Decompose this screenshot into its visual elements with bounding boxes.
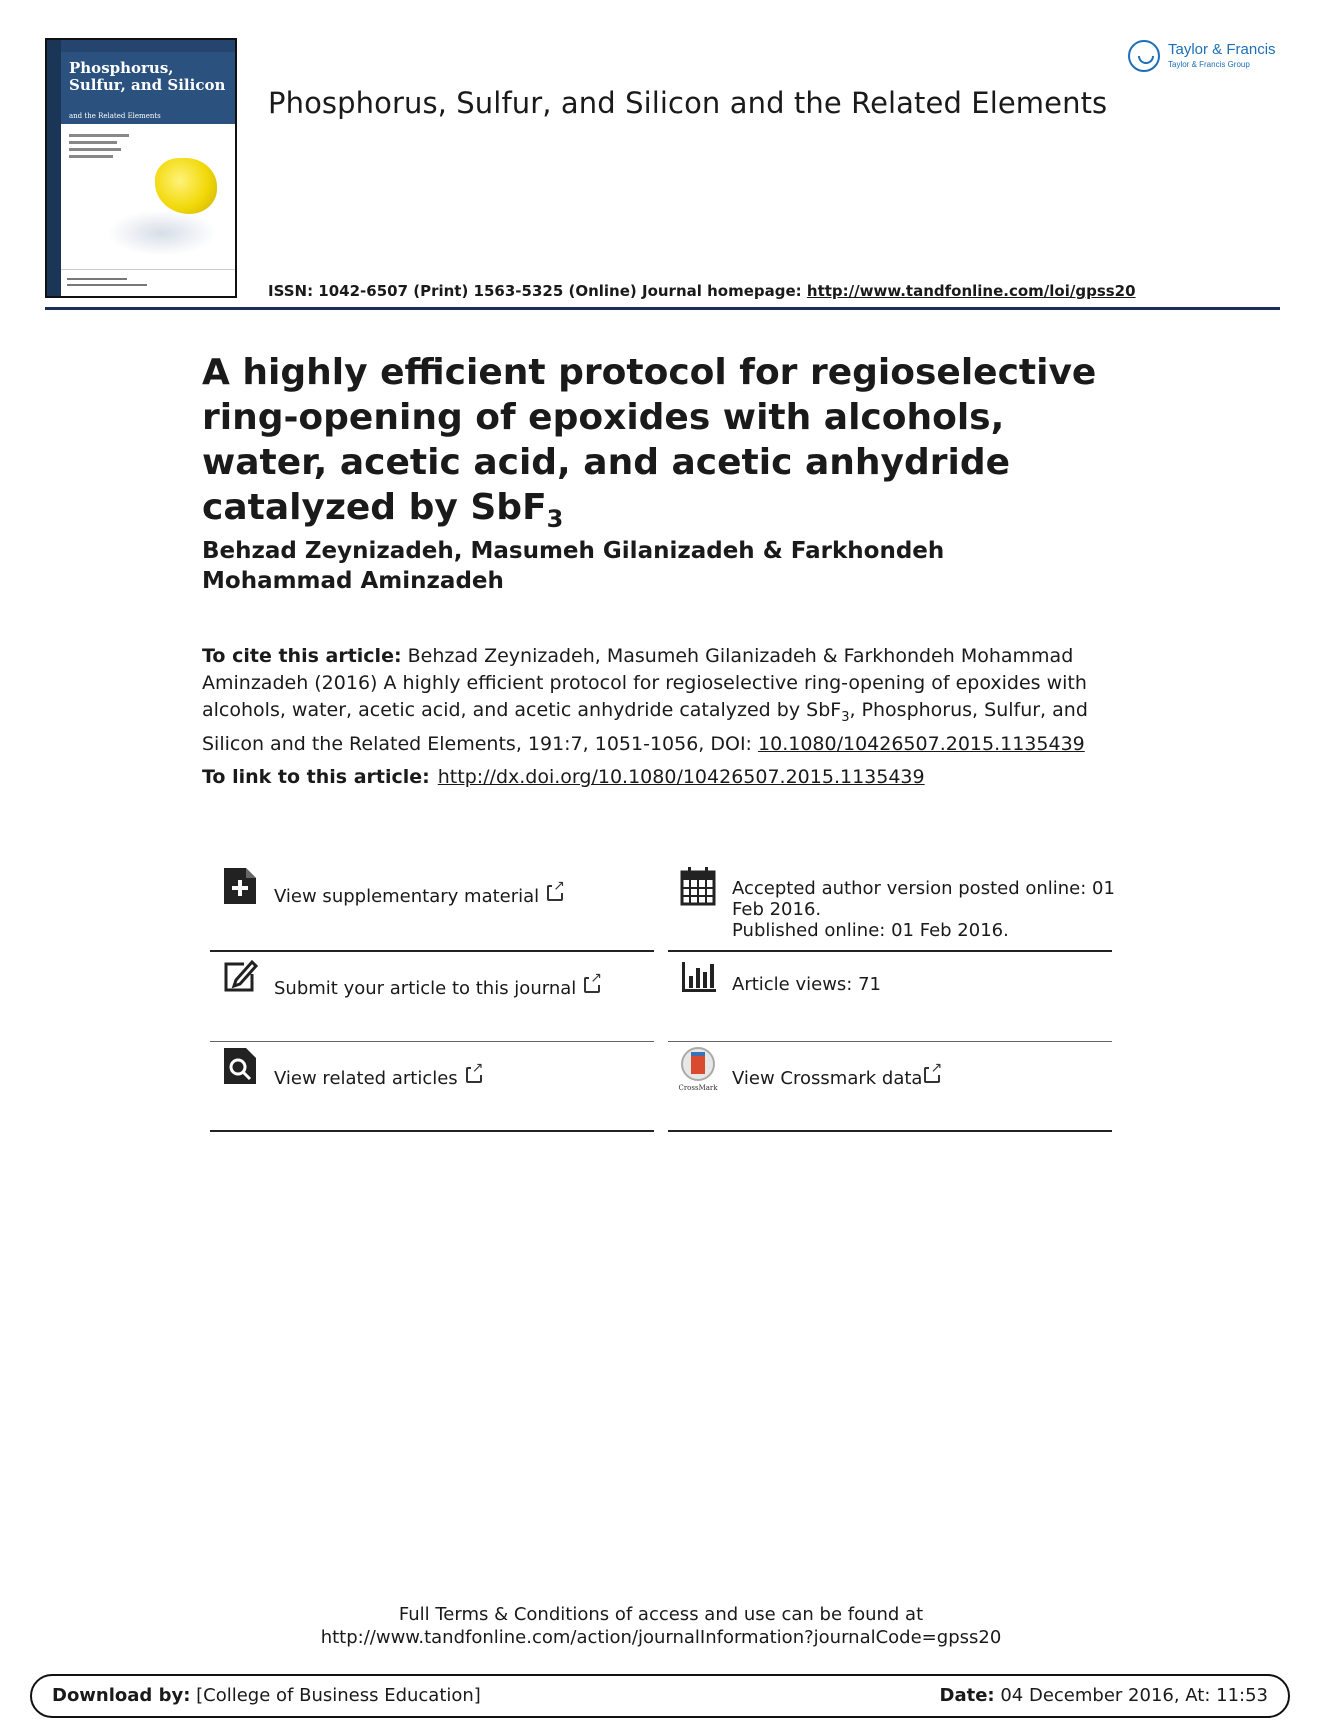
- external-link-icon: [584, 977, 600, 993]
- download-label: Download by:: [52, 1685, 191, 1706]
- citation-block: [202, 643, 1122, 758]
- article-title-text: A highly efficient protocol for regioselective ring-opening of epoxides with alcohols, water, acetic acid, and acetic anhydride catalyzed by SbF: [202, 352, 1097, 528]
- cite-text-part-2: , Phosphorus, Sulfur, and Silicon and the Related Elements, 191:7, 1051-1056, DOI:: [202, 699, 1088, 755]
- related-articles-cell[interactable]: [210, 1046, 654, 1132]
- journal-title: Phosphorus, Sulfur, and Silicon and the Related Elements: [268, 86, 1108, 120]
- cover-footer: [61, 269, 235, 296]
- article-title: [202, 350, 1102, 542]
- date-label: Date:: [939, 1685, 995, 1706]
- cite-label: To cite this article:: [202, 645, 402, 667]
- published-line: Published online: 01 Feb 2016.: [732, 920, 1009, 941]
- crossmark-label: [732, 1068, 940, 1089]
- submit-article-cell[interactable]: [210, 956, 654, 1042]
- article-views-cell: [668, 956, 1112, 1042]
- crossmark-cell[interactable]: [668, 1046, 1112, 1132]
- bar-chart-icon: [680, 956, 716, 996]
- cover-title: Phosphorus, Sulfur, and Silicon: [69, 59, 226, 94]
- journal-cover-image: [45, 38, 237, 298]
- accepted-line-1: Accepted author version posted online: 01: [732, 878, 1115, 899]
- download-by: [52, 1685, 481, 1706]
- cite-subscript: 3: [841, 709, 850, 725]
- supplementary-text: View supplementary material: [274, 886, 540, 907]
- terms-url[interactable]: http://www.tandfonline.com/action/journalInformation?journalCode=gpss20: [320, 1627, 1002, 1648]
- file-plus-icon: [222, 866, 258, 906]
- article-link-line: [202, 766, 925, 788]
- cover-gem-shadow: [107, 210, 217, 256]
- search-file-icon: [222, 1046, 258, 1086]
- online-dates-cell: [668, 866, 1115, 952]
- related-text: View related articles: [274, 1068, 458, 1089]
- article-authors: Behzad Zeynizadeh, Masumeh Gilanizadeh & Farkhondeh Mohammad Aminzadeh: [202, 538, 945, 594]
- download-info-bar: [30, 1674, 1290, 1718]
- cover-spine: [47, 40, 61, 296]
- crossmark-logo-text: CrossMark: [678, 1084, 718, 1092]
- accepted-line-2: Feb 2016.: [732, 899, 822, 920]
- issn-line: [268, 282, 1136, 300]
- terms-line-1: Full Terms & Conditions of access and use can be found at: [398, 1604, 924, 1625]
- article-doi-link[interactable]: http://dx.doi.org/10.1080/10426507.2015.1135439: [437, 766, 925, 788]
- download-value: [College of Business Education]: [190, 1685, 481, 1706]
- external-link-icon: [924, 1067, 940, 1083]
- date-value: 04 December 2016, At: 11:53: [994, 1685, 1268, 1706]
- online-dates-text: [732, 878, 1115, 941]
- publisher-name: Taylor & Francis: [1168, 41, 1276, 58]
- related-label: [274, 1068, 482, 1089]
- edit-icon: [222, 956, 258, 996]
- article-title-subscript: 3: [546, 505, 564, 534]
- supplementary-cell[interactable]: [210, 866, 654, 952]
- journal-homepage-link[interactable]: http://www.tandfonline.com/loi/gpss20: [806, 282, 1136, 300]
- link-label: To link to this article:: [202, 766, 430, 788]
- views-text: Article views: 71: [732, 974, 881, 995]
- calendar-icon: [680, 866, 716, 906]
- cover-text-lines: [69, 134, 139, 162]
- cover-subtitle: and the Related Elements: [69, 112, 161, 120]
- download-date: [940, 1685, 1268, 1706]
- issn-text: ISSN: 1042-6507 (Print) 1563-5325 (Online) Journal homepage:: [268, 282, 807, 300]
- cite-text-part-1: Behzad Zeynizadeh, Masumeh Gilanizadeh & Farkhondeh Mohammad Aminzadeh (2016) A highly efficient protocol for regioselective ring-opening of epoxides with alcohols, water, acetic acid, and acetic anhydride catalyzed by SbF: [202, 645, 1087, 721]
- external-link-icon: [547, 885, 563, 901]
- terms-notice: [0, 1603, 1322, 1649]
- lamp-icon: [1128, 40, 1160, 72]
- publisher-group: Taylor & Francis Group: [1168, 60, 1250, 69]
- cite-doi-link[interactable]: 10.1080/10426507.2015.1135439: [758, 732, 1085, 755]
- taylor-francis-logo[interactable]: [1128, 38, 1288, 78]
- header-divider: [45, 307, 1280, 310]
- submit-text: Submit your article to this journal: [274, 978, 577, 999]
- external-link-icon: [466, 1067, 482, 1083]
- submit-label: [274, 978, 600, 999]
- supplementary-label: [274, 886, 563, 907]
- crossmark-icon: [678, 1046, 718, 1092]
- crossmark-text: View Crossmark data: [732, 1068, 923, 1089]
